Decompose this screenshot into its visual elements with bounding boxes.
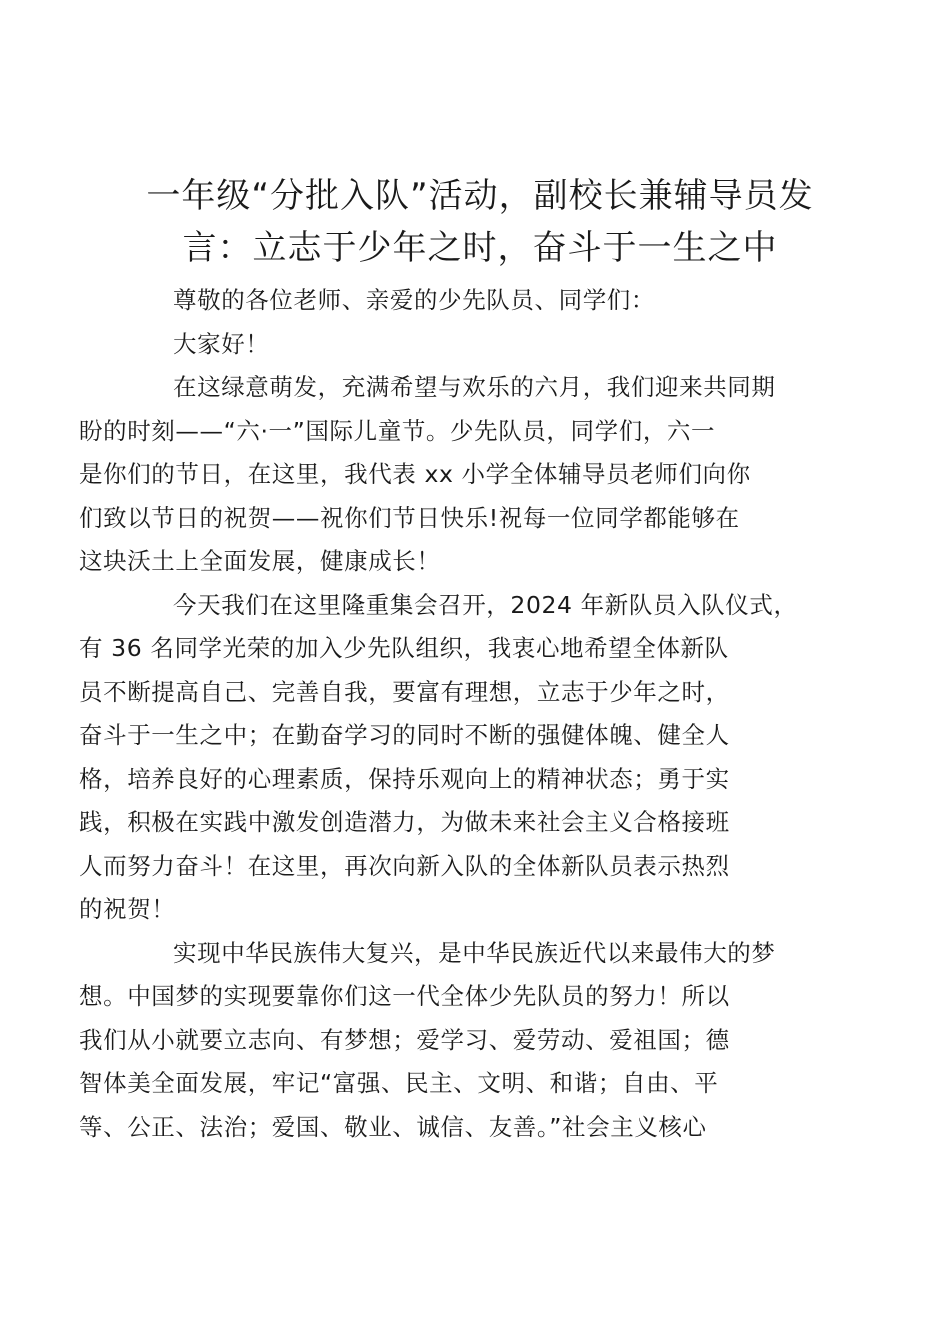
title-line-2: 言：立志于少年之时，奋斗于一生之中 [182,228,778,268]
text-line: 是你们的节日，在这里，我代表 xx 小学全体辅导员老师们向你 [79,460,751,488]
text-line: 奋斗于一生之中；在勤奋学习的同时不断的强健体魄、健全人 [79,721,730,749]
text-line: 们致以节日的祝贺——祝你们节日快乐!祝每一位同学都能够在 [79,503,740,532]
text-line: 等、公正、法治；爱国、敬业、诚信、友善。”社会主义核心 [79,1112,707,1141]
text-line: 践，积极在实践中激发创造潜力，为做未来社会主义合格接班 [79,808,730,836]
body-paragraph-1 [79,366,856,584]
document-title [120,170,840,274]
document-body [79,279,856,1149]
body-paragraph-2 [79,584,856,932]
text-line: 员不断提高自己、完善自我，要富有理想，立志于少年之时， [79,677,730,706]
text-line: 尊敬的各位老师、亲爱的少先队员、同学们： [173,286,655,314]
text-line: 实现中华民族伟大复兴，是中华民族近代以来最伟大的梦 [173,938,776,967]
text-line: 有 36 名同学光荣的加入少先队组织，我衷心地希望全体新队 [79,634,729,662]
text-line: 人而努力奋斗！在这里，再次向新入队的全体新队员表示热烈 [79,851,730,880]
greeting-paragraph [126,323,856,367]
text-line: 的祝贺！ [79,895,176,923]
text-line: 今天我们在这里隆重集会召开，2024 年新队员入队仪式， [173,590,798,619]
text-line: 这块沃土上全面发展，健康成长！ [79,547,441,575]
text-line: 盼的时刻——“六·一”国际儿童节。少先队员，同学们，六一 [79,416,716,445]
text-line: 大家好！ [173,329,270,358]
body-paragraph-3 [79,932,856,1150]
text-line: 我们从小就要立志向、有梦想；爱学习、爱劳动、爱祖国；德 [79,1025,730,1054]
text-line: 在这绿意萌发，充满希望与欢乐的六月，我们迎来共同期 [173,373,776,401]
text-line: 智体美全面发展，牢记“富强、民主、文明、和谐；自由、平 [79,1069,719,1097]
salutation-paragraph [126,279,856,323]
text-line: 格，培养良好的心理素质，保持乐观向上的精神状态；勇于实 [79,764,730,793]
title-line-1: 一年级“分批入队”活动，副校长兼辅导员发 [146,176,814,216]
text-line: 想。中国梦的实现要靠你们这一代全体少先队员的努力！所以 [79,982,730,1010]
